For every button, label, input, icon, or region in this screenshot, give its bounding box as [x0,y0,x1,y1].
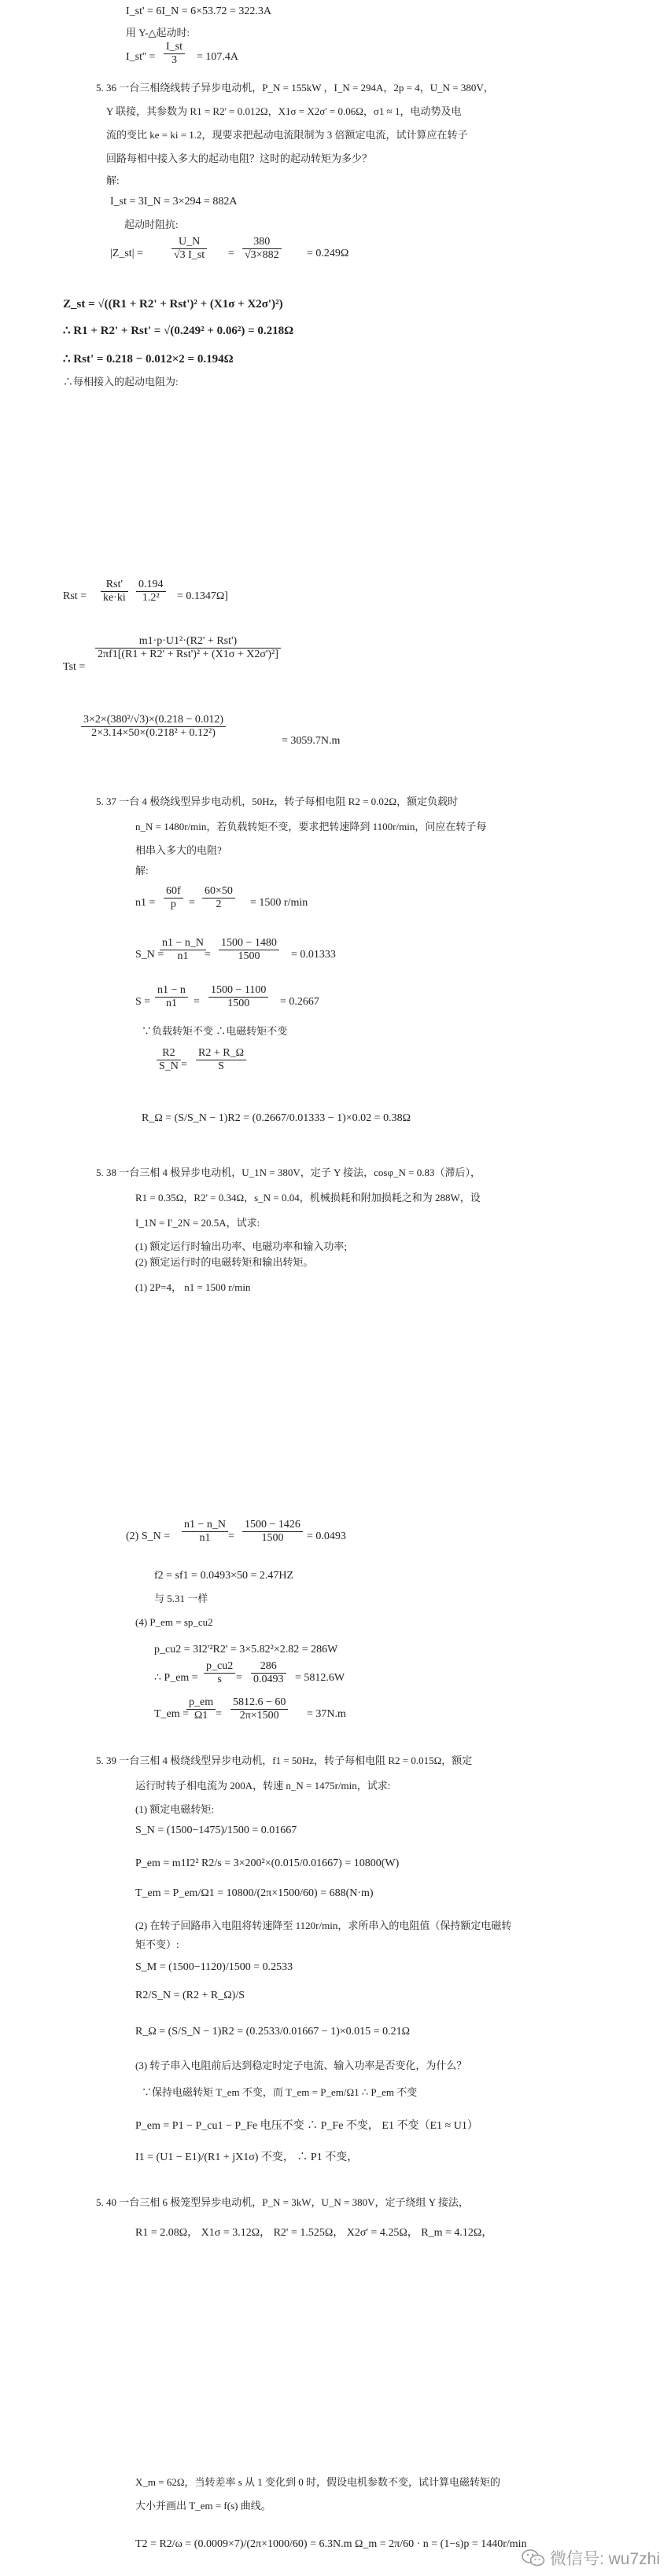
text-line: I_st = 3I_N = 3×294 = 882A [110,196,238,208]
text-line: = 0.2667 [280,996,319,1008]
text-line: = 0.249Ω [307,248,349,259]
text-line: 5. 38 一台三相 4 极异步电动机，U_1N = 380V，定子 Y 接法，cosφ_N = 0.83（滞后）， [96,1167,481,1178]
text-line: S_M = (1500−1120)/1500 = 0.2533 [135,1961,293,1973]
text-line: I_st'' = [126,51,156,63]
fraction [228,1696,290,1722]
fraction [249,1660,289,1686]
text-line: = [216,1708,222,1720]
fraction [206,984,271,1010]
text-line: (1) 额定运行时输出功率、电磁功率和输入功率; [135,1240,348,1252]
fraction [93,635,283,661]
text-line: T_em = [154,1708,190,1720]
fraction [216,937,282,963]
text-line: = 107.4A [197,51,239,63]
text-line: = 37N.m [307,1708,346,1720]
text-line: = 1500 r/min [250,897,308,909]
fraction-denominator: Ω1 [194,1710,208,1722]
fraction-numerator: I_st [164,41,185,54]
fraction-numerator: R2 [157,1047,181,1060]
text-line: = 5812.6W [295,1672,345,1684]
fraction-denominator: n1 [199,1532,211,1545]
text-line: (2) 额定运行时的电磁转矩和输出转矩。 [135,1256,314,1268]
text-line: 5. 36 一台三相绕线转子异步电动机，P_N = 155kW ，I_N = 294A，2p = 4，U_N = 380V， [96,82,494,94]
text-line: 解: [106,175,120,186]
fraction-denominator: √3×882 [245,249,279,262]
text-line: 回路每相中接入多大的起动电阻？这时的起动转矩为多少？ [106,153,373,164]
fraction [240,236,284,262]
fraction [201,1660,238,1686]
fraction-numerator: 5812.6 − 60 [230,1696,288,1710]
text-line: (3) 转子串入电阻前后达到稳定时定子电流、输入功率是否变化，为什么？ [135,2060,467,2071]
text-line: ∵负载转矩不变 ∴电磁转矩不变 [142,1025,288,1037]
fraction-denominator: 1500 [227,998,250,1010]
wechat-icon [522,2548,545,2567]
watermark-text: 微信号: wu7zhi [549,2550,660,2568]
fraction-numerator: U_N [171,236,207,249]
fraction-numerator: 60f [164,885,183,898]
text-line: = [228,1531,234,1542]
fraction-denominator: √3 I_st [174,249,205,262]
text-line: I_1N = I'_2N = 20.5A，试求: [135,1217,260,1229]
fraction [200,885,238,911]
fraction-denominator: n1 [177,950,189,963]
text-line: Y 联接，其参数为 R1 = R2' = 0.012Ω，X1σ = X2σ' = 0.06Ω，σ1 ≈ 1，电动势及电 [106,105,462,117]
text-line: = 0.1347Ω] [177,590,228,602]
fraction [98,579,131,604]
fraction-denominator: 0.0493 [253,1674,284,1686]
text-line: f2 = sf1 = 0.0493×50 = 2.47HZ [154,1570,294,1582]
fraction-denominator: n1 [165,998,177,1010]
text-line: n1 = [135,897,156,909]
fraction [79,714,228,740]
text-line: S = [135,996,151,1008]
fraction-numerator: n1 − n [155,984,188,998]
text-line: 矩不变）: [135,1938,179,1950]
fraction-numerator: 1500 − 1426 [242,1519,303,1532]
fraction-denominator: S_N [159,1060,179,1073]
text-line: = 3059.7N.m [282,735,341,747]
fraction-denominator: 1500 [261,1532,284,1545]
fraction-numerator: n1 − n_N [182,1519,228,1532]
text-line: 流的变比 ke = ki = 1.2，现要求把起动电流限制为 3 倍额定电流，试计算应在转子 [106,129,468,141]
fraction [169,236,209,262]
text-line: 起动时阻抗: [124,219,179,230]
text-line: I_st' = 6I_N = 6×53.72 = 322.3A [126,6,271,17]
text-line: ∴每相接入的起动电阻为: [63,376,179,388]
text-line: R_Ω = (S/S_N − 1)R2 = (0.2667/0.01333 − 1)×0.02 = 0.38Ω [142,1112,411,1124]
text-line: (4) P_em = sp_cu2 [135,1616,213,1628]
text-line: X_m = 62Ω，当转差率 s 从 1 变化到 0 时，假设电机参数不变，试计算电磁转矩的 [135,2476,501,2488]
fraction [157,937,208,963]
text-line: = [194,996,200,1008]
text-line: = [236,1672,242,1684]
fraction [154,1047,183,1073]
fraction-denominator: 1500 [238,950,260,963]
text-line: P_em = P1 − P_cu1 − P_Fe 电压不变 ∴ P_Fe 不变， E1 不变（E1 ≈ U1） [135,2120,478,2132]
fraction [179,1519,230,1545]
text-line: I1 = (U1 − E1)/(R1 + jX1σ) 不变， ∴ P1 不变， [135,2152,359,2163]
fraction-numerator: 286 [251,1660,286,1674]
fraction-numerator: 3×2×(380²/√3)×(0.218 − 0.012) [81,714,226,727]
text-line: 相串入多大的电阻? [135,844,222,856]
text-line: = [228,248,234,259]
text-line: R_Ω = (S/S_N − 1)R2 = (0.2533/0.01667 − 1)×0.015 = 0.21Ω [135,2026,410,2038]
text-line: S_N = [135,949,164,961]
fraction-numerator: 1500 − 1100 [208,984,268,998]
text-line: 用 Y-△起动时: [126,27,190,39]
text-line: 与 5.31 一样 [154,1593,208,1604]
fraction [184,1696,218,1722]
text-line: 解: [135,865,149,876]
text-line: = 0.01333 [291,949,336,961]
text-line: ∴ R1 + R2' + Rst' = √(0.249² + 0.06²) = 0.218Ω [63,325,294,337]
text-line: (1) 额定电磁转矩: [135,1803,215,1815]
text-line: R1 = 2.08Ω， X1σ = 3.12Ω， R2' = 1.525Ω， X2σ' = 4.25Ω， R_m = 4.12Ω， [135,2227,493,2239]
fraction-numerator: p_em [186,1696,216,1710]
text-line: Tst = [63,661,86,673]
fraction [161,41,187,67]
fraction-numerator: m1·p·U1²·(R2' + Rst') [95,635,281,649]
watermark [522,2546,660,2570]
fraction-denominator: 2πf1[(R1 + R2' + Rst')² + (X1σ + X2σ')²] [98,649,278,661]
fraction-denominator: ke·ki [103,592,126,604]
text-line: T2 = R2/ω = (0.0009×7)/(2π×1000/60) = 6.3N.m Ω_m = 2π/60 · n = (1−s)p = 1440r/min [135,2538,527,2550]
text-line: S_N = (1500−1475)/1500 = 0.01667 [135,1825,297,1836]
text-line: R1 = 0.35Ω，R2' = 0.34Ω，s_N = 0.04，机械损耗和附加损耗之和为 288W，设 [135,1192,481,1203]
fraction [240,1519,305,1545]
fraction-denominator: 2×3.14×50×(0.218² + 0.12²) [91,727,216,740]
fraction [134,579,168,604]
fraction-numerator: Rst' [101,579,128,592]
fraction [161,885,186,911]
fraction-denominator: p [170,898,176,911]
text-line: 大小并画出 T_em = f(s) 曲线。 [135,2500,271,2512]
text-line: = [181,1059,187,1071]
text-line: p_cu2 = 3I2'²R2' = 3×5.82²×2.82 = 286W [154,1644,338,1655]
text-line: Rst = [63,590,87,602]
fraction-numerator: n1 − n_N [160,937,206,950]
fraction-numerator: p_cu2 [204,1660,235,1674]
text-line: R2/S_N = (R2 + R_Ω)/S [135,1990,245,2001]
text-line: = 0.0493 [307,1531,346,1542]
fraction-denominator: 2 [216,898,222,911]
text-line: P_em = m1I2² R2/s = 3×200²×(0.015/0.01667) = 10800(W) [135,1858,400,1869]
fraction-denominator: S [218,1060,224,1073]
text-line: ∴ P_em = [154,1672,198,1684]
text-line: (2) 在转子回路串入电阻将转速降至 1120r/min，求所串入的电阻值（保持额定电磁转 [135,1920,512,1931]
text-line: = [189,897,195,909]
fraction [194,1047,249,1073]
text-line: (1) 2P=4， n1 = 1500 r/min [135,1281,251,1293]
fraction-numerator: 1500 − 1480 [219,937,279,950]
fraction-denominator: 2π×1500 [239,1710,279,1722]
fraction-numerator: 380 [242,236,282,249]
fraction-numerator: 60×50 [202,885,235,898]
text-line: T_em = P_em/Ω1 = 10800/(2π×1500/60) = 688(N·m) [135,1887,374,1899]
text-line: ∴ Rst' = 0.218 − 0.012×2 = 0.194Ω [63,353,234,366]
fraction-numerator: 0.194 [136,579,166,592]
fraction-denominator: 1.2² [142,592,160,604]
text-line: ∵保持电磁转矩 T_em 不变，而 T_em = P_em/Ω1 ∴ P_em 不变 [142,2086,418,2098]
text-line: 5. 37 一台 4 极绕线型异步电动机，50Hz，转子每相电阻 R2 = 0.02Ω，额定负载时 [96,796,459,807]
text-line: 5. 39 一台三相 4 极绕线型异步电动机，f1 = 50Hz，转子每相电阻 R2 = 0.015Ω，额定 [96,1755,473,1766]
text-line: |Z_st| = [110,248,143,259]
text-line: 运行时转子相电流为 200A，转速 n_N = 1475r/min，试求: [135,1780,391,1791]
fraction-denominator: 3 [171,54,177,67]
text-line: Z_st = √((R1 + R2' + Rst')² + (X1σ + X2σ')²) [63,298,283,311]
text-line: 5. 40 一台三相 6 极笼型异步电动机，P_N = 3kW，U_N = 380V，定子绕组 Y 接法， [96,2196,469,2208]
fraction-numerator: R2 + R_Ω [196,1047,246,1060]
text-line: n_N = 1480r/min，若负载转矩不变，要求把转速降到 1100r/min，问应在转子每 [135,821,487,832]
text-line: (2) S_N = [126,1531,171,1542]
fraction [153,984,190,1010]
fraction-denominator: s [217,1674,222,1686]
text-line: = [205,949,211,961]
